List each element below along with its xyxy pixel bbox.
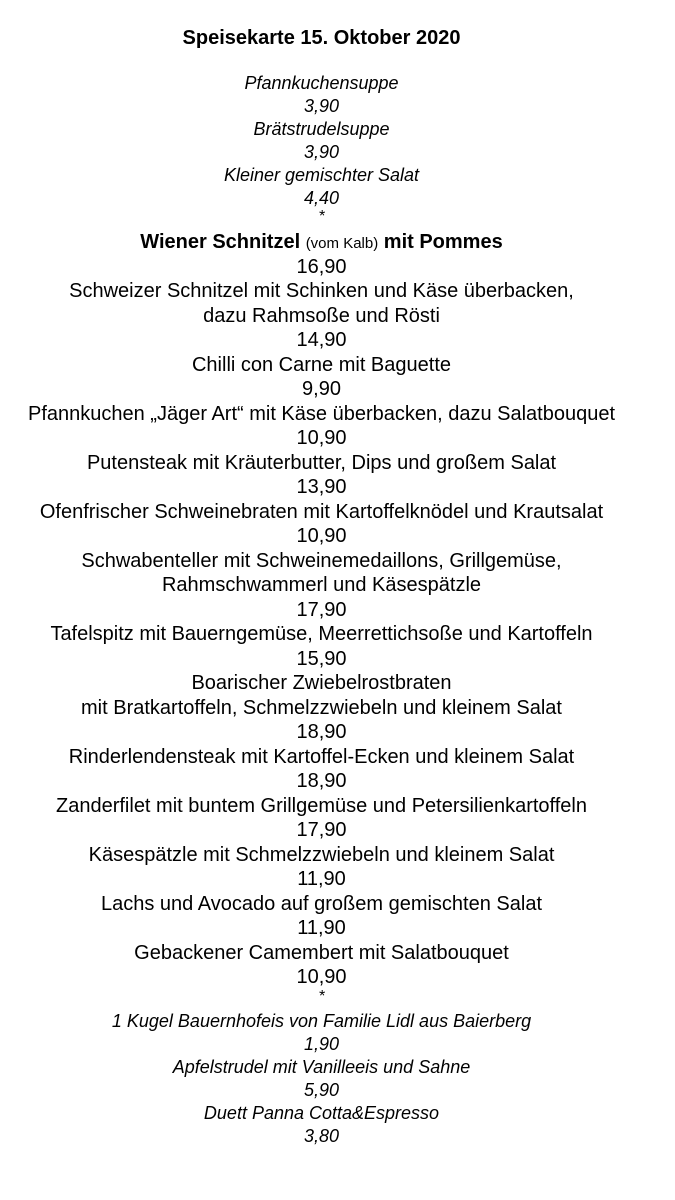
starter-name: Pfannkuchensuppe [244,73,399,93]
dish-price: 18,90 [296,721,347,743]
featured-dish-side: mit Pommes [383,231,503,253]
dish-name: Tafelspitz mit Bauerngemüse, Meerrettichsoße und Kartoffeln [50,623,593,645]
dish-price: 10,90 [296,427,347,449]
dish-price: 13,90 [296,476,347,498]
dish-name: Putensteak mit Kräuterbutter, Dips und großem Salat [86,451,557,474]
dish-name: Ofenfrischer Schweinebraten mit Kartoffelknödel und Krautsalat [39,500,604,523]
dessert-name: Duett Panna Cotta&Espresso [203,1102,440,1123]
starter-price: 3,90 [303,142,340,162]
starter-price: 4,40 [303,188,340,208]
starter-name: Brätstrudelsuppe [253,119,390,139]
dish-name: Zanderfilet mit buntem Grillgemüse und Petersilienkartoffeln [56,794,587,817]
dish-price: 15,90 [296,647,347,670]
dessert-name: 1 Kugel Bauernhofeis von Familie Lidl aus Baierberg [111,1010,532,1031]
dish-price: 9,90 [302,378,341,400]
starters-section [0,72,643,224]
dish-name: Pfannkuchen „Jäger Art“ mit Käse überbacken, dazu Salatbouquet [27,402,616,425]
dessert-price: 3,80 [303,1125,340,1146]
mains-section [0,230,643,1004]
dish-name: Schwabenteller mit Schweinemedaillons, Grillgemüse, [81,549,562,572]
dish-name: Schweizer Schnitzel mit Schinken und Käse überbacken, [69,280,574,302]
dish-name: Boarischer Zwiebelrostbraten [191,672,452,694]
section-separator: * [318,987,325,1005]
dish-name-continued: Rahmschwammerl und Käsespätzle [161,574,482,596]
dessert-price: 5,90 [303,1079,340,1100]
featured-dish-note: (vom Kalb) [305,235,379,252]
dish-price: 14,90 [296,329,347,351]
section-separator: * [318,208,325,225]
dish-price: 11,90 [297,868,346,890]
dish-name: Gebackener Camembert mit Salatbouquet [134,941,509,964]
dish-price: 17,90 [296,598,347,621]
dish-price: 17,90 [296,819,347,841]
dessert-name: Apfelstrudel mit Vanilleeis und Sahne [172,1056,471,1077]
menu-title: Speisekarte 15. Oktober 2020 [182,27,461,49]
starter-name: Kleiner gemischter Salat [223,165,420,185]
dessert-price: 1,90 [303,1033,340,1054]
featured-dish-name: Wiener Schnitzel [140,231,301,253]
dish-price: 10,90 [296,525,347,547]
dish-name: Lachs und Avocado auf großem gemischten Salat [100,892,542,915]
dish-name-continued: mit Bratkartoffeln, Schmelzzwiebeln und kleinem Salat [81,696,562,719]
dish-price: 18,90 [296,770,347,792]
dish-price: 11,90 [297,917,346,939]
dish-name: Chilli con Carne mit Baguette [191,353,451,376]
dish-price: 10,90 [296,966,347,988]
featured-dish-price: 16,90 [296,255,347,278]
dish-name: Rinderlendensteak mit Kartoffel-Ecken und kleinem Salat [68,745,575,768]
dish-name: Käsespätzle mit Schmelzzwiebeln und kleinem Salat [88,843,555,866]
dish-name-continued: dazu Rahmsoße und Rösti [203,304,440,327]
desserts-section [0,1010,643,1148]
starter-price: 3,90 [303,96,340,116]
featured-dish [0,230,643,255]
